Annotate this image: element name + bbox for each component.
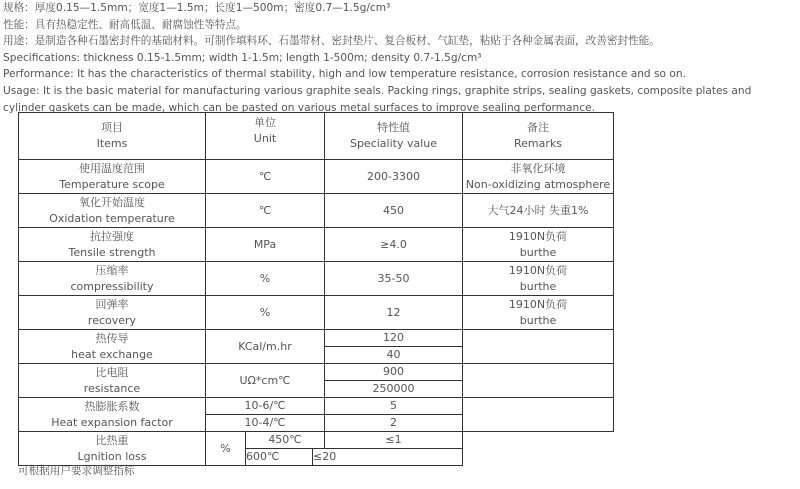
usage-cn-line: 用途：是制造各种石墨密封件的基础材料。可制作填料环、石墨带材、密封垫片、复合板材、气缸垫，粘贴于各种金属表面，改善密封性能。: [3, 35, 660, 48]
header-items: 项目 Items: [19, 113, 206, 160]
table-row: [19, 398, 614, 415]
intro-text: [3, 0, 800, 116]
temp-cell: 450℃: [246, 432, 325, 449]
table-row: [19, 160, 614, 194]
remark-cell: 大气24小时 失重1%: [463, 194, 614, 228]
spec-cn-line: 规格：厚度0.15—1.5mm；宽度1—1.5m；长度1—500m；密度0.7—1.5g/cm³: [3, 2, 391, 14]
header-remarks: 备注 Remarks: [463, 113, 614, 160]
item-cell: 压缩率 compressibility: [19, 262, 206, 296]
value-cell: 900: [325, 364, 463, 381]
item-cell: 氧化开始温度 Oxidation temperature: [19, 194, 206, 228]
value-cell: ≥4.0: [325, 228, 463, 262]
header-value: 特性值 Speciality value: [325, 113, 463, 160]
unit-cell: 10-4/℃: [206, 415, 325, 432]
item-cell: 热膨胀系数 Heat expansion factor: [19, 398, 206, 432]
table-header-row: [19, 113, 614, 160]
spec-table: [18, 112, 614, 466]
table-row: [19, 364, 614, 381]
value-cell: 5: [325, 398, 463, 415]
value-cell: ≤20: [313, 449, 463, 466]
item-cell: 回弹率 recovery: [19, 296, 206, 330]
table-row: [19, 228, 614, 262]
usage-en-line-2: cylinder gaskets can be made, which can be pasted on various metal surfaces to improve sealing performance.: [3, 101, 595, 114]
table-row: [19, 262, 614, 296]
unit-cell: %: [206, 432, 246, 466]
table-row: [19, 330, 614, 347]
header-unit: 单位 Unit: [206, 113, 325, 160]
value-cell: 35-50: [325, 262, 463, 296]
item-cell: 抗拉强度 Tensile strength: [19, 228, 206, 262]
unit-cell: ℃: [206, 194, 325, 228]
temp-cell: 600℃: [246, 449, 313, 466]
remark-cell: [463, 330, 614, 364]
table-row: [19, 432, 614, 449]
value-cell: 12: [325, 296, 463, 330]
remark-cell: 1910N负荷 burthe: [463, 296, 614, 330]
spec-en-line: Specifications: thickness 0.15-1.5mm; width 1-1.5m; length 1-500m; density 0.7-1.5g/cm³: [3, 51, 482, 64]
value-cell: 2: [325, 415, 463, 432]
value-cell: 200-3300: [325, 160, 463, 194]
unit-cell: %: [206, 296, 325, 330]
remark-cell: 1910N负荷 burthe: [463, 228, 614, 262]
remark-cell: 1910N负荷 burthe: [463, 262, 614, 296]
empty-cell: [463, 449, 614, 466]
value-cell: 250000: [325, 381, 463, 398]
unit-cell: UΩ*cm℃: [206, 364, 325, 398]
empty-cell: [463, 432, 614, 449]
value-cell: 120: [325, 330, 463, 347]
value-cell: 40: [325, 347, 463, 364]
unit-cell: 10-6/℃: [206, 398, 325, 415]
unit-cell: ℃: [206, 160, 325, 194]
remark-cell: [463, 398, 614, 432]
item-cell: 热传导 heat exchange: [19, 330, 206, 364]
item-cell: 比热重 Lgnition loss: [19, 432, 206, 466]
remark-cell: [463, 364, 614, 398]
item-cell: 比电阻 resistance: [19, 364, 206, 398]
usage-en-line-1: Usage: It is the basic material for manufacturing various graphite seals. Packing rings, graphite strips, sealing gaskets, composite plates and: [3, 84, 752, 97]
table-row: [19, 296, 614, 330]
item-cell: 使用温度范围 Temperature scope: [19, 160, 206, 194]
performance-cn-line: 性能：具有热稳定性、耐高低温、耐腐蚀性等特点。: [3, 18, 247, 31]
unit-cell: MPa: [206, 228, 325, 262]
unit-cell: %: [206, 262, 325, 296]
value-cell: ≤1: [325, 432, 463, 449]
unit-cell: KCal/m.hr: [206, 330, 325, 364]
remark-cell: 非氧化环境 Non-oxidizing atmosphere: [463, 160, 614, 194]
table-row: [19, 194, 614, 228]
footer-note: 可根据用户要求调整指标: [18, 465, 135, 477]
value-cell: 450: [325, 194, 463, 228]
performance-en-line: Performance: It has the characteristics of thermal stability, high and low temperature resistance, corrosion resistance and so on.: [3, 68, 686, 81]
